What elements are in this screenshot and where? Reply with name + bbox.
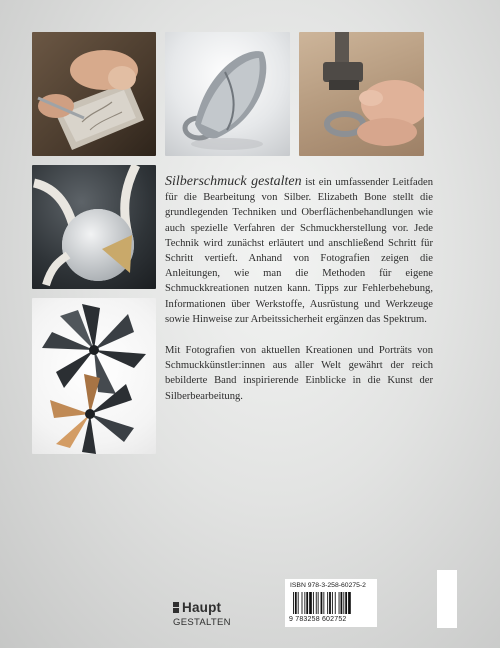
barcode (285, 579, 377, 627)
publisher-logo-icon (173, 602, 179, 613)
publisher-series: GESTALTEN (173, 617, 231, 628)
book-title: Silberschmuck gestalten (165, 174, 302, 189)
blurb-paragraph-1 (165, 174, 433, 327)
silver-ring-illustration (165, 32, 290, 156)
engraving-illustration (32, 32, 156, 156)
publisher-logo (173, 600, 231, 628)
barcode-digits: 9 783258 602752 (289, 616, 347, 623)
hammer-illustration (299, 32, 424, 156)
publisher-name: Haupt (182, 600, 222, 615)
flower-brooch-illustration (32, 298, 156, 454)
barcode-bars (293, 592, 371, 614)
price-label-area (437, 570, 457, 628)
blurb (165, 174, 433, 420)
pendant-illustration (32, 165, 156, 289)
blurb-paragraph-1-text: ist ein umfassender Leitfaden für die Bearbeitung von Silber. Elizabeth Bone stellt die grundlegenden Techniken und Oberflächenbehandlungen wie auch spezielle Verfahren der Schmuckherstellung vor. Jede Technik wird zunächst erläutert und anschließend Schritt für Schritt vertieft. Anhand von Fotografien zeigen die Anleitungen, wie man die Methoden für eigene Schmuckkreationen nutzen kann. Tipps zur Fehlerbehebung, Informationen über Werkstoffe, Ausrüstung und Werkzeuge sowie Hinweise zur Arbeitssicherheit ergänzen das Spektrum. (165, 177, 434, 325)
photo-silver-ring (165, 32, 290, 156)
publisher-name-row (173, 600, 231, 615)
photo-engraving-hands (32, 32, 156, 156)
photo-disc-pendant (32, 165, 156, 289)
photo-flower-brooch (32, 298, 156, 454)
isbn-label: ISBN 978-3-258-60275-2 (290, 582, 366, 589)
blurb-paragraph-2: Mit Fotografien von aktuellen Kreationen und Porträts von Schmuckkünstler:innen aus aller Welt gewährt der reich bebilderte Band inspirierende Einblicke in die Kunst der Silberbearbeitung. (165, 345, 433, 402)
photo-hammer-ring (299, 32, 424, 156)
